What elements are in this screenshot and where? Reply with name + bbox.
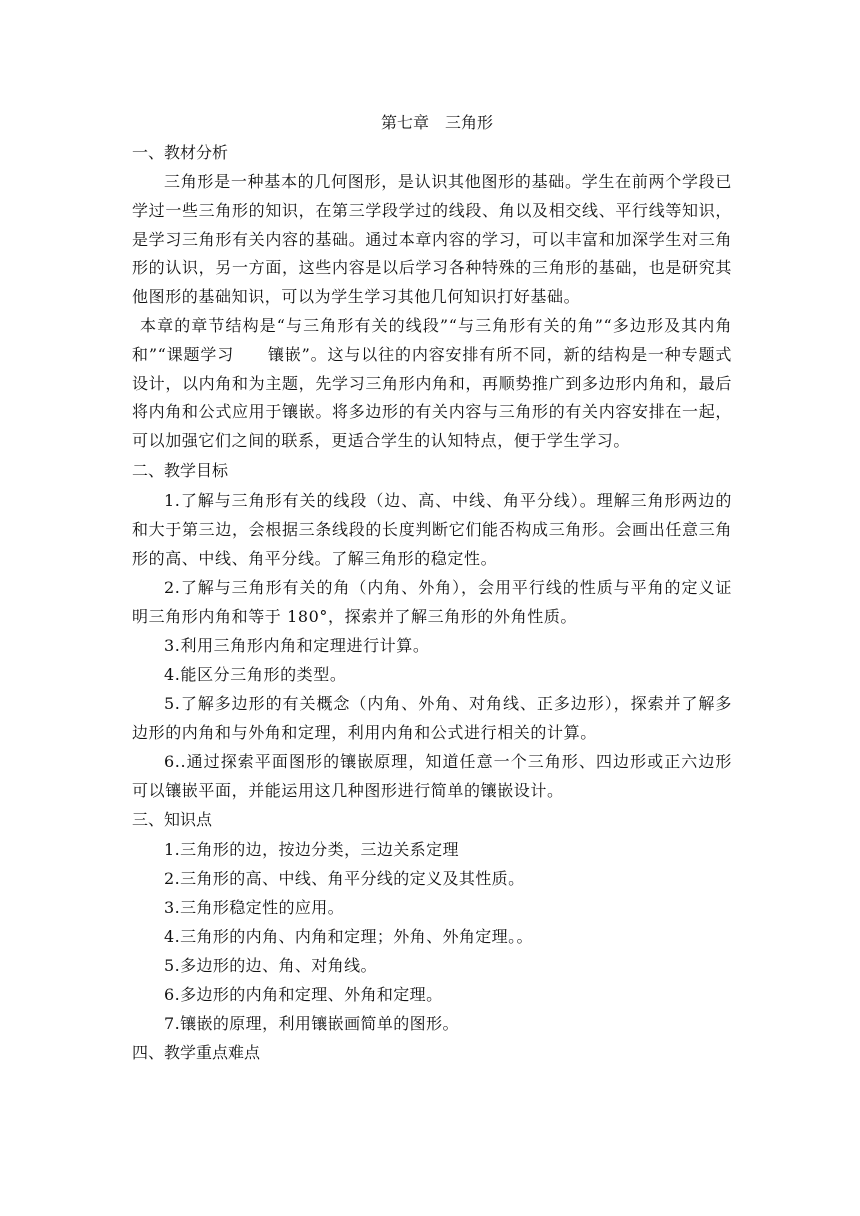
objective-item: 5.了解多边形的有关概念（内角、外角、对角线、正多边形），探索并了解多边形的内角和与外角和定理，利用内角和公式进行相关的计算。 — [132, 693, 732, 742]
section-heading-key-points: 四、教学重点难点 — [132, 1042, 261, 1062]
knowledge-point-item: 2.三角形的高、中线、角平分线的定义及其性质。 — [164, 868, 525, 888]
document-page — [132, 108, 732, 1068]
objective-item: 6..通过探索平面图形的镶嵌原理，知道任意一个三角形、四边形或正六边形可以镶嵌平面，并能运用这几种图形进行简单的镶嵌设计。 — [132, 751, 732, 800]
chapter-title: 第七章 三角形 — [380, 113, 493, 132]
objective-item: 1.了解与三角形有关的线段（边、高、中线、角平分线）。理解三角形两边的和大于第三边，会根据三条线段的长度判断它们能否构成三角形。会画出任意三角形的高、中线、角平分线。了解三角形的稳定性。 — [132, 490, 732, 568]
section-heading-objectives: 二、教学目标 — [132, 460, 229, 480]
knowledge-point-item: 3.三角形稳定性的应用。 — [164, 897, 345, 917]
knowledge-point-item: 4.三角形的内角、内角和定理；外角、外角定理。。 — [164, 926, 533, 946]
objective-item: 3.利用三角形内角和定理进行计算。 — [164, 635, 430, 655]
section-heading-knowledge-points: 三、知识点 — [132, 809, 213, 829]
objective-item: 2.了解与三角形有关的角（内角、外角），会用平行线的性质与平角的定义证明三角形内角和等于 180°，探索并了解三角形的外角性质。 — [132, 577, 732, 626]
knowledge-point-item: 6.多边形的内角和定理、外角和定理。 — [164, 984, 443, 1004]
paragraph-analysis-1: 三角形是一种基本的几何图形，是认识其他图形的基础。学生在前两个学段已学过一些三角形的知识，在第三学段学过的线段、角以及相交线、平行线等知识，是学习三角形有关内容的基础。通过本章内容的学习，可以丰富和加深学生对三角形的认识，另一方面，这些内容是以后学习各种特殊的三角形的基础，也是研究其他图形的基础知识，可以为学生学习其他几何知识打好基础。 — [132, 172, 732, 307]
knowledge-point-item: 7.镶嵌的原理，利用镶嵌画简单的图形。 — [164, 1013, 459, 1033]
knowledge-point-item: 5.多边形的边、角、对角线。 — [164, 955, 377, 975]
objective-item: 4.能区分三角形的类型。 — [164, 664, 347, 684]
section-heading-analysis: 一、教材分析 — [132, 143, 229, 162]
knowledge-point-item: 1.三角形的边，按边分类，三边关系定理 — [164, 839, 459, 859]
paragraph-analysis-2: 本章的章节结构是“与三角形有关的线段”“与三角形有关的角”“多边形及其内角和”“课题学习 镶嵌”。这与以往的内容安排有所不同，新的结构是一种专题式设计，以内角和为主题，先学习三角形内角和，再顺势推广到多边形内角和，最后将内角和公式应用于镶嵌。将多边形的有关内容与三角形的有关内容安排在一起，可以加强它们之间的联系，更适合学生的认知特点，便于学生学习。 — [132, 315, 732, 451]
